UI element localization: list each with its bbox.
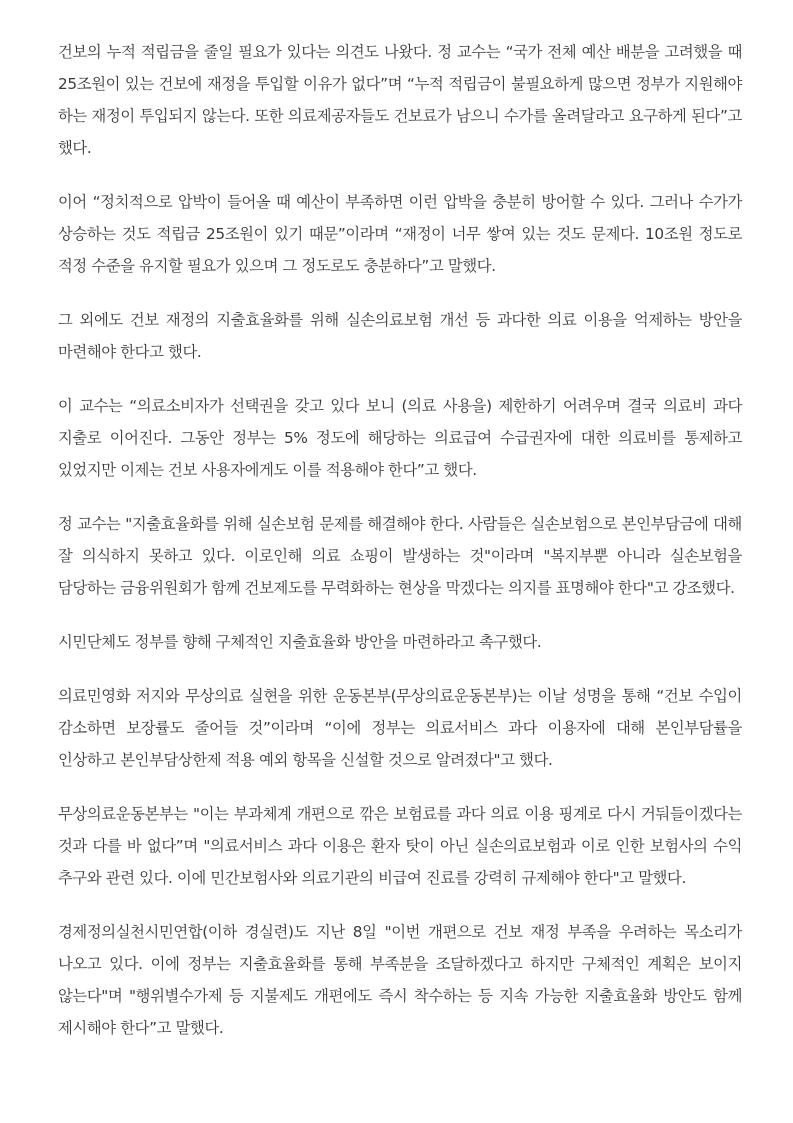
paragraph-2: 이어 “정치적으로 압박이 들어올 때 예산이 부족하면 이런 압박을 충분히 방어할 수 있다. 그러나 수가가 상승하는 것도 적립금 25조원이 있기 때문”이라며 “재정이 너무 쌓여 있는 것도 문제다. 10조원 정도로 적정 수준을 유지할 필요가 있으며 그 정도로도 충분하다”고 말했다. [58, 193, 742, 275]
paragraph-6: 시민단체도 정부를 향해 구체적인 지출효율화 방안을 마련하라고 촉구했다. [58, 633, 542, 651]
paragraph-8: 무상의료운동본부는 "이는 부과체계 개편으로 깎은 보험료를 과다 의료 이용 핑계로 다시 거둬들이겠다는 것과 다를 바 없다”며 "의료서비스 과다 이용은 환자 탓이 아닌 실손의료보험과 이로 인한 보험사의 수익 추구와 관련 있다. 이에 민간보험사와 의료기관의 비급여 진료를 강력히 규제해야 한다"고 말했다. [58, 805, 742, 887]
paragraph-4: 이 교수는 “의료소비자가 선택권을 갖고 있다 보니 (의료 사용을) 제한하기 어려우며 결국 의료비 과다 지출로 이어진다. 그동안 정부는 5% 정도에 해당하는 의료급여 수급권자에 대한 의료비를 통제하고 있었지만 이제는 건보 사용자에게도 이를 적용해야 한다”고 했다. [58, 397, 742, 479]
paragraph-9: 경제정의실천시민연합(이하 경실련)도 지난 8일 "이번 개편으로 건보 재정 부족을 우려하는 목소리가 나오고 있다. 이에 정부는 지출효율화를 통해 부족분을 조달하겠다고 하지만 구체적인 계획은 보이지 않는다"며 "행위별수가제 등 지불제도 개편에도 즉시 착수하는 등 지속 가능한 지출효율화 방안도 함께 제시해야 한다”고 말했다. [58, 923, 742, 1037]
paragraph-3: 그 외에도 건보 재정의 지출효율화를 위해 실손의료보험 개선 등 과다한 의료 이용을 억제하는 방안을 마련해야 한다고 했다. [58, 311, 742, 361]
paragraph-1: 건보의 누적 적립금을 줄일 필요가 있다는 의견도 나왔다. 정 교수는 “국가 전체 예산 배분을 고려했을 때 25조원이 있는 건보에 재정을 투입할 이유가 없다”며 “누적 적립금이 불필요하게 많으면 정부가 지원해야 하는 재정이 투입되지 않는다. 또한 의료제공자들도 건보료가 남으니 수가를 올려달라고 요구하게 된다”고 했다. [58, 43, 742, 157]
paragraph-5: 정 교수는 "지출효율화를 위해 실손보험 문제를 해결해야 한다. 사람들은 실손보험으로 본인부담금에 대해 잘 의식하지 못하고 있다. 이로인해 의료 쇼핑이 발생하는 것"이라며 "복지부뿐 아니라 실손보험을 담당하는 금융위원회가 함께 건보제도를 무력화하는 현상을 막겠다는 의지를 표명해야 한다"고 강조했다. [58, 515, 742, 597]
paragraph-7: 의료민영화 저지와 무상의료 실현을 위한 운동본부(무상의료운동본부)는 이날 성명을 통해 “건보 수입이 감소하면 보장률도 줄어들 것”이라며 “이에 정부는 의료서비스 과다 이용자에 대해 본인부담률을 인상하고 본인부담상한제 적용 예외 항목을 신설할 것으로 알려졌다"고 했다. [58, 687, 742, 769]
article-body [58, 36, 742, 1066]
